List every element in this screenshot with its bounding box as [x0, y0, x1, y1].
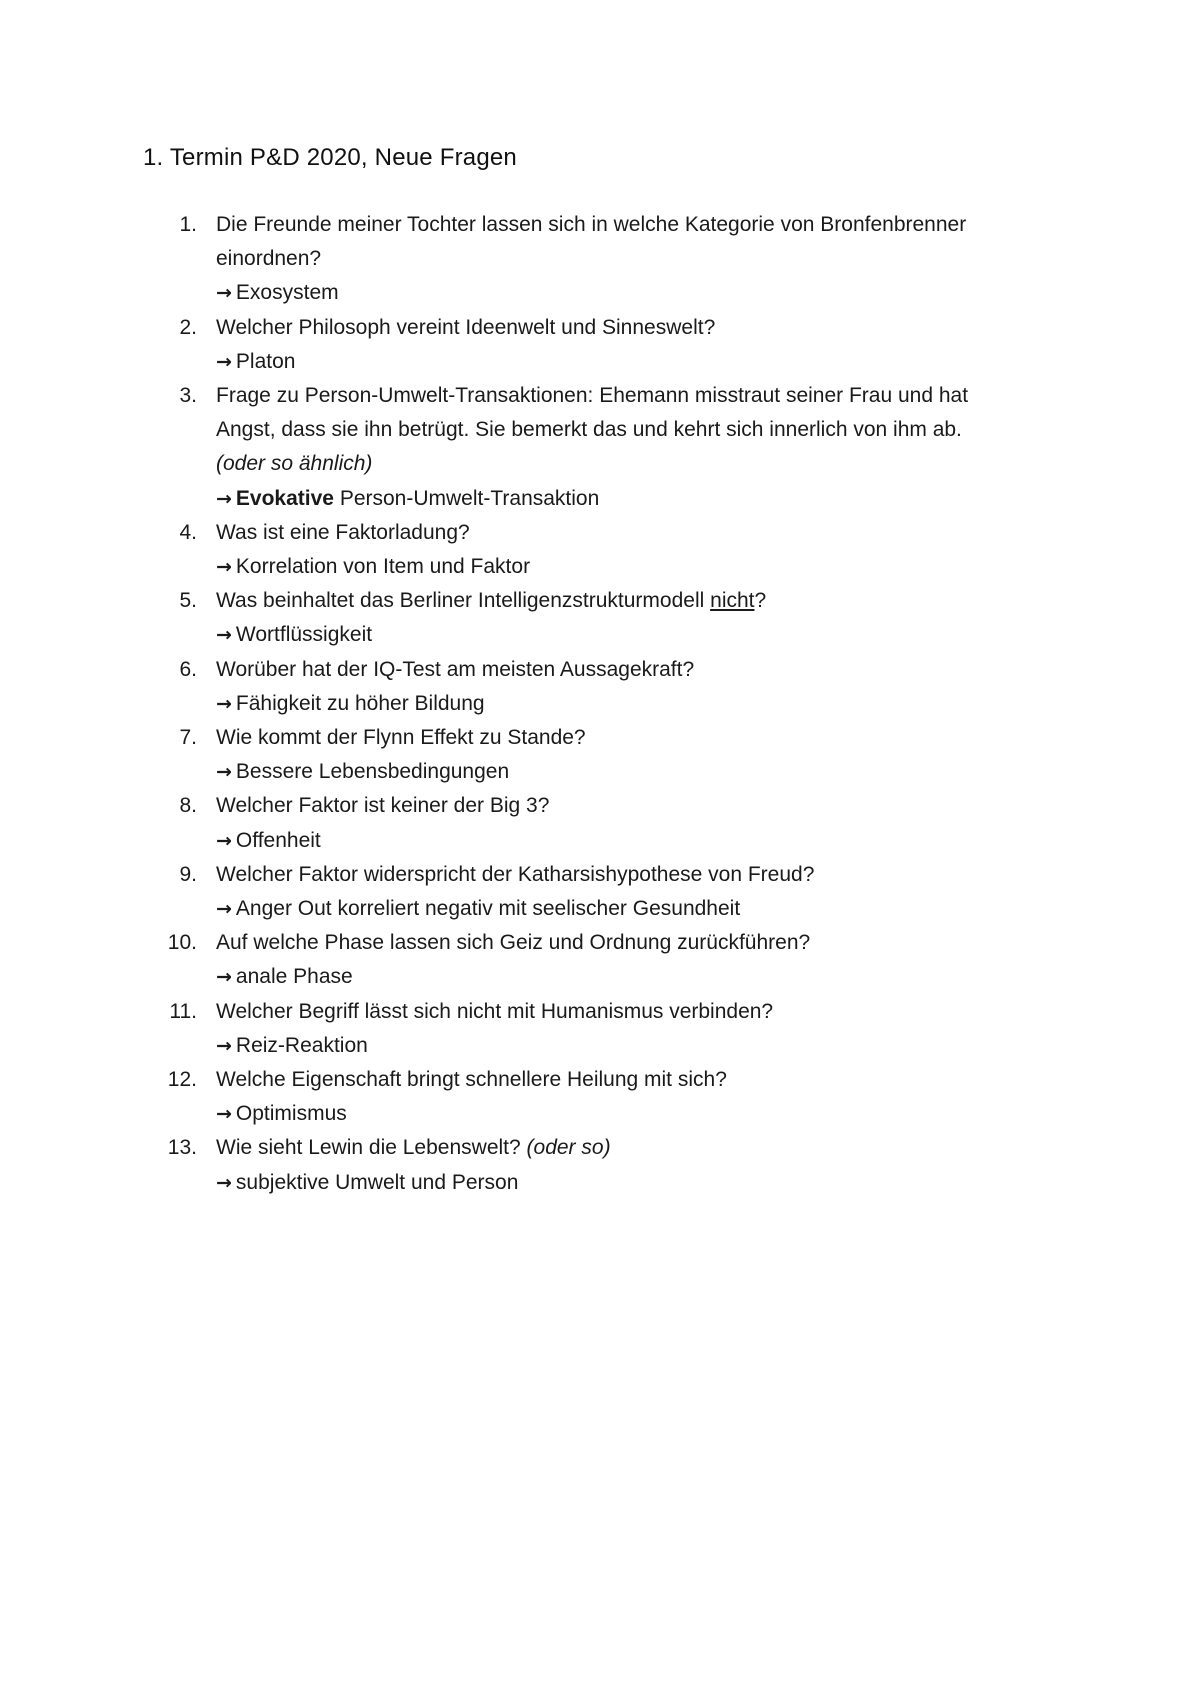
question-number: 5. [179, 589, 197, 613]
answer-line [216, 1166, 1016, 1200]
arrow-right-icon: → [216, 692, 232, 715]
question-text: Welche Eigenschaft bringt schnellere Heilung mit sich? [216, 1068, 727, 1092]
question-number: 11. [169, 999, 197, 1023]
question-number: 6. [179, 657, 197, 681]
question-item-1 [0, 208, 1200, 311]
answer-text: Person-Umwelt-Transaktion [339, 486, 600, 510]
underlined-word: nicht [710, 589, 755, 613]
arrow-right-icon: → [216, 761, 232, 784]
arrow-right-icon: → [216, 487, 232, 510]
arrow-right-icon: → [216, 898, 232, 921]
answer-line [216, 687, 1016, 721]
question-text: Die Freunde meiner Tochter lassen sich in welche Kategorie von Bronfenbrenner einordnen? [216, 213, 967, 271]
question-text: Worüber hat der IQ-Test am meisten Aussagekraft? [216, 657, 695, 681]
question-number: 3. [179, 384, 197, 408]
arrow-right-icon: → [216, 1034, 232, 1057]
question-text: Wie kommt der Flynn Effekt zu Stande? [216, 726, 586, 750]
question-note: (oder so ähnlich) [216, 452, 373, 476]
question-item-13 [0, 1131, 1200, 1199]
answer-text: Fähigkeit zu höher Bildung [235, 691, 485, 715]
arrow-right-icon: → [216, 966, 232, 989]
question-number: 7. [179, 726, 197, 750]
answer-line [216, 345, 1016, 379]
question-item-8 [0, 789, 1200, 857]
answer-text: Exosystem [235, 281, 339, 305]
question-text-part: Wie sieht Lewin die Lebenswelt? [216, 1136, 521, 1160]
answer-line [216, 1097, 1016, 1131]
answer-text: Platon [235, 349, 296, 373]
question-number: 1. [179, 213, 197, 236]
answer-text: Reiz-Reaktion [235, 1033, 368, 1057]
question-item-9 [0, 858, 1200, 926]
arrow-right-icon: → [216, 829, 232, 852]
answer-text: Offenheit [235, 828, 321, 852]
question-item-10 [0, 926, 1200, 994]
question-text-part: Was beinhaltet das Berliner Intelligenzstrukturmodell [216, 589, 705, 613]
answer-text: subjektive Umwelt und Person [235, 1170, 519, 1194]
answer-line [216, 1029, 1016, 1063]
question-item-4 [0, 516, 1200, 584]
arrow-right-icon: → [216, 624, 232, 647]
answer-text: Korrelation von Item und Faktor [235, 555, 531, 579]
answer-emphasis: Evokative [235, 486, 334, 510]
question-number: 12. [167, 1068, 197, 1092]
arrow-right-icon: → [216, 350, 232, 373]
question-item-7 [0, 721, 1200, 789]
answer-text: Optimismus [235, 1102, 347, 1126]
arrow-right-icon: → [216, 556, 232, 579]
answer-text: Bessere Lebensbedingungen [235, 760, 510, 784]
answer-line [216, 618, 1016, 652]
question-number: 8. [179, 794, 197, 818]
question-text: Welcher Begriff lässt sich nicht mit Humanismus verbinden? [216, 999, 774, 1023]
answer-line [216, 482, 1016, 516]
answer-line [216, 755, 1016, 789]
question-list [0, 208, 1200, 1200]
question-text: Welcher Faktor widerspricht der Katharsishypothese von Freud? [216, 862, 815, 886]
question-text: Was ist eine Faktorladung? [216, 520, 470, 544]
question-text: Auf welche Phase lassen sich Geiz und Ordnung zurückführen? [216, 931, 811, 955]
question-number: 9. [179, 862, 197, 886]
arrow-right-icon: → [216, 282, 232, 305]
arrow-right-icon: → [216, 1103, 232, 1126]
document-title: 1. Termin P&D 2020, Neue Fragen [143, 144, 517, 171]
question-text: Welcher Faktor ist keiner der Big 3? [216, 794, 550, 818]
question-item-11 [0, 995, 1200, 1063]
arrow-right-icon: → [216, 1171, 232, 1194]
question-number: 10. [167, 931, 197, 955]
answer-line [216, 276, 1016, 310]
answer-line [216, 960, 1016, 994]
question-item-3 [0, 379, 1200, 516]
answer-text: anale Phase [235, 965, 353, 989]
question-number: 2. [179, 315, 197, 339]
question-item-2 [0, 311, 1200, 379]
question-text-part: ? [754, 589, 767, 613]
question-number: 13. [167, 1136, 197, 1160]
question-number: 4. [179, 520, 197, 544]
question-text: Frage zu Person-Umwelt-Transaktionen: Ehemann misstraut seiner Frau und hat Angst, dass sie ihn betrügt. Sie bemerkt das und kehrt sich innerlich von ihm ab. [216, 384, 969, 442]
answer-line [216, 550, 1016, 584]
question-text [216, 584, 1016, 618]
question-item-5 [0, 584, 1200, 652]
answer-text: Anger Out korreliert negativ mit seelischer Gesundheit [235, 897, 741, 921]
question-item-12 [0, 1063, 1200, 1131]
answer-line [216, 892, 1016, 926]
question-text: Welcher Philosoph vereint Ideenwelt und Sinneswelt? [216, 315, 716, 339]
answer-line [216, 824, 1016, 858]
question-text [216, 1131, 1016, 1165]
answer-text: Wortflüssigkeit [235, 623, 373, 647]
question-item-6 [0, 653, 1200, 721]
question-note: (oder so) [526, 1136, 611, 1160]
